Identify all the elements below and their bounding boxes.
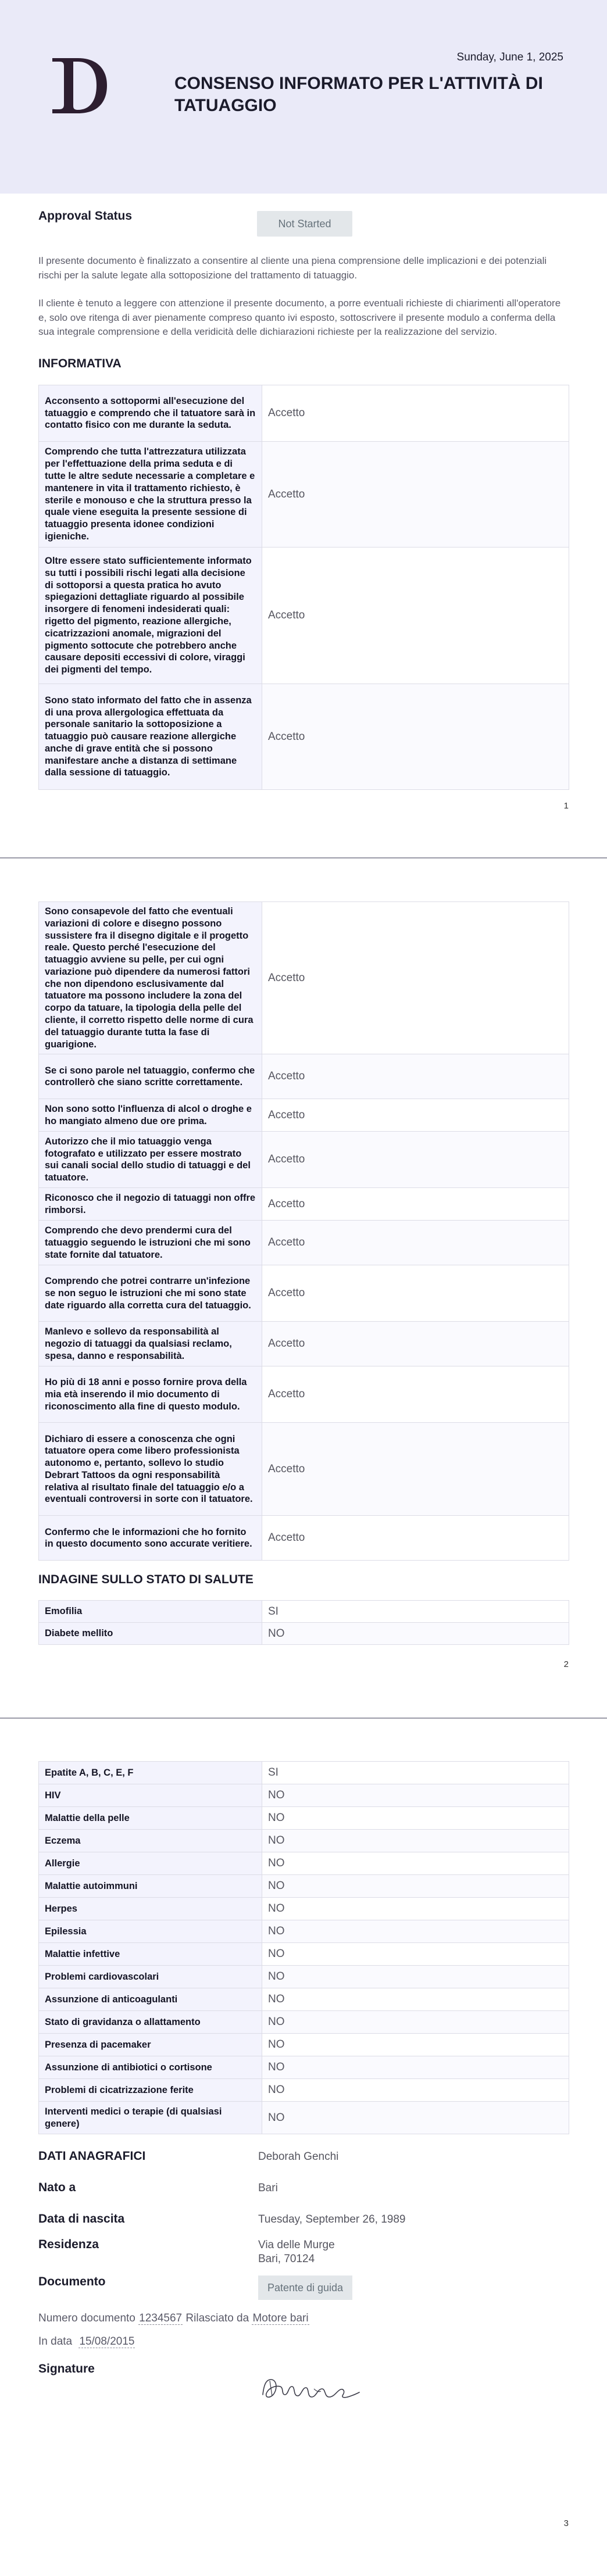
informativa-table-page2 <box>38 901 569 1561</box>
table-row <box>39 2011 569 2034</box>
approval-label: Approval Status <box>38 209 133 223</box>
table-row <box>39 1516 569 1561</box>
page-number: 2 <box>563 1659 569 1669</box>
rilasciato-da-value: Motore bari <box>252 2312 309 2324</box>
table-row <box>39 2034 569 2056</box>
answer-cell: NO <box>262 1920 569 1943</box>
question-cell: Comprendo che potrei contrarre un'infezione se non seguo le istruzioni che mi sono state date riguardo alla corretta cura del tatuaggio. <box>39 1265 262 1322</box>
table-row <box>39 1601 569 1623</box>
question-cell: Sono stato informato del fatto che in assenza di una prova allergologica effettuata da personale sanitario la sottoposizione a tatuaggio può causare reazione allergiche anche di grave entità che si possono manifestare anche a distanza di settimane dalla sessione di tatuaggio. <box>39 684 262 790</box>
answer-cell: NO <box>262 1784 569 1807</box>
table-row <box>39 2056 569 2079</box>
answer-cell: Accetto <box>262 684 569 790</box>
table-row <box>39 442 569 548</box>
answer-cell: Accetto <box>262 548 569 684</box>
section-title-informativa: INFORMATIVA <box>38 357 122 370</box>
table-row <box>39 1054 569 1099</box>
answer-cell: NO <box>262 1988 569 2011</box>
answer-cell: NO <box>262 2079 569 2102</box>
answer-cell: SI <box>262 1762 569 1784</box>
question-cell: Comprendo che devo prendermi cura del tatuaggio seguendo le istruzioni che mi sono state fornite dal tatuatore. <box>39 1221 262 1265</box>
numero-documento-value: 1234567 <box>139 2312 183 2324</box>
answer-cell: NO <box>262 1830 569 1852</box>
page-number: 3 <box>563 2518 569 2528</box>
answer-cell: Accetto <box>262 1054 569 1099</box>
answer-cell: Accetto <box>262 385 569 442</box>
table-row <box>39 1188 569 1221</box>
status-badge: Not Started <box>257 211 352 237</box>
answer-cell: NO <box>262 1623 569 1645</box>
in-data-prefix: In data <box>38 2335 73 2348</box>
question-cell: Oltre essere stato sufficientemente informato su tutti i possibili rischi legati alla decisione di sottoporsi a questa pratica ho avuto spiegazioni dettagliate riguardo al possibile insorgere di fenomeni indesiderati quali: rigetto del pigmento, reazione allergiche, cicatrizzazioni anomale, migrazioni del pigmento sottocute che potrebbero anche causare depositi eccessivi di colore, viraggi dei pigmenti del tempo. <box>39 548 262 684</box>
table-row <box>39 1898 569 1920</box>
table-row <box>39 1322 569 1366</box>
logo-icon <box>48 53 112 117</box>
question-cell: Stato di gravidanza o allattamento <box>39 2011 262 2034</box>
question-cell: Acconsento a sottopormi all'esecuzione del tatuaggio e comprendo che il tatuatore sarà in contatto fisico con me durante la seduta. <box>39 385 262 442</box>
answer-cell: Accetto <box>262 1322 569 1366</box>
nato-a-value: Bari <box>258 2182 278 2194</box>
table-row <box>39 1875 569 1898</box>
question-cell: Manlevo e sollevo da responsabilità al negozio di tatuaggi da qualsiasi reclamo, spesa, danno e responsabilità. <box>39 1322 262 1366</box>
question-cell: Sono consapevole del fatto che eventuali variazioni di colore e disegno possono sussistere fra il disegno digitale e il progetto reale. Questo perché l'esecuzione del tatuaggio avviene su pelle, per cui ogni variazione può dipendere da numerosi fattori che non dipendono esclusivamente dal tatuatore ma possono includere la zona del corpo da tatuare, la tipologia della pelle del cliente, il corretto rispetto delle norme di cura del tatuaggio durante tutta la fase di guarigione. <box>39 902 262 1054</box>
table-row <box>39 1221 569 1265</box>
question-cell: Epilessia <box>39 1920 262 1943</box>
answer-cell: NO <box>262 1943 569 1966</box>
question-cell: Autorizzo che il mio tatuaggio venga fotografato e utilizzato per essere mostrato sui canali social dello studio di tatuaggi e del tatuatore. <box>39 1132 262 1188</box>
answer-cell: NO <box>262 1875 569 1898</box>
table-row <box>39 1784 569 1807</box>
documento-label: Documento <box>38 2275 106 2288</box>
table-row <box>39 1762 569 1784</box>
dati-anagrafici-value: Deborah Genchi <box>258 2151 339 2163</box>
numero-documento-prefix: Numero documento <box>38 2312 135 2324</box>
question-cell: Ho più di 18 anni e posso fornire prova della mia età inserendo il mio documento di riconoscimento alla fine di questo modulo. <box>39 1366 262 1423</box>
answer-cell: Accetto <box>262 1265 569 1322</box>
answer-cell: NO <box>262 1852 569 1875</box>
question-cell: Assunzione di anticoagulanti <box>39 1988 262 2011</box>
question-cell: Non sono sotto l'influenza di alcol o droghe e ho mangiato almeno due ore prima. <box>39 1099 262 1132</box>
question-cell: Epatite A, B, C, E, F <box>39 1762 262 1784</box>
question-cell: Problemi cardiovascolari <box>39 1966 262 1988</box>
residenza-line2: Bari, 70124 <box>258 2253 315 2265</box>
documento-type-badge: Patente di guida <box>258 2276 352 2300</box>
data-nascita-label: Data di nascita <box>38 2212 125 2226</box>
signature-image <box>258 2371 363 2406</box>
question-cell: Herpes <box>39 1898 262 1920</box>
document-date: Sunday, June 1, 2025 <box>456 51 563 63</box>
table-row <box>39 1132 569 1188</box>
answer-cell: Accetto <box>262 902 569 1054</box>
question-cell: Assunzione di antibiotici o cortisone <box>39 2056 262 2079</box>
answer-cell: NO <box>262 1966 569 1988</box>
table-row <box>39 1366 569 1423</box>
question-cell: HIV <box>39 1784 262 1807</box>
rilasciato-da-prefix: Rilasciato da <box>185 2312 249 2324</box>
table-row <box>39 548 569 684</box>
residenza-line1: Via delle Murge <box>258 2239 335 2251</box>
table-row <box>39 385 569 442</box>
question-cell: Comprendo che tutta l'attrezzatura utilizzata per l'effettuazione della prima seduta e di tutte le altre sedute necessarie a completare e mantenere in vita il trattamento richiesto, è sterile e monouso e che la struttura presso la quale viene eseguita la presente sessione di tatuaggio presenta idonee condizioni igieniche. <box>39 442 262 548</box>
data-nascita-value: Tuesday, September 26, 1989 <box>258 2213 406 2226</box>
question-cell: Problemi di cicatrizzazione ferite <box>39 2079 262 2102</box>
table-row <box>39 1807 569 1830</box>
in-data-line <box>38 2335 135 2348</box>
section-title-salute: INDAGINE SULLO STATO DI SALUTE <box>38 1573 253 1586</box>
answer-cell: Accetto <box>262 1221 569 1265</box>
table-row <box>39 1988 569 2011</box>
question-cell: Eczema <box>39 1830 262 1852</box>
table-row <box>39 1423 569 1516</box>
answer-cell: NO <box>262 2011 569 2034</box>
question-cell: Emofilia <box>39 1601 262 1623</box>
page-divider <box>0 1718 607 1719</box>
table-row <box>39 1966 569 1988</box>
in-data-value: 15/08/2015 <box>79 2335 135 2348</box>
informativa-table-page1 <box>38 385 569 790</box>
question-cell: Allergie <box>39 1852 262 1875</box>
numero-documento-line <box>38 2312 309 2325</box>
table-row <box>39 902 569 1054</box>
answer-cell: NO <box>262 2102 569 2134</box>
question-cell: Interventi medici o terapie (di qualsiasi genere) <box>39 2102 262 2134</box>
dati-anagrafici-label: DATI ANAGRAFICI <box>38 2149 146 2163</box>
table-row <box>39 1852 569 1875</box>
table-row <box>39 1265 569 1322</box>
answer-cell: Accetto <box>262 1423 569 1516</box>
answer-cell: NO <box>262 1807 569 1830</box>
question-cell: Malattie infettive <box>39 1943 262 1966</box>
question-cell: Malattie della pelle <box>39 1807 262 1830</box>
question-cell: Malattie autoimmuni <box>39 1875 262 1898</box>
page-number: 1 <box>563 801 569 811</box>
question-cell: Riconosco che il negozio di tatuaggi non offre rimborsi. <box>39 1188 262 1221</box>
page-title: CONSENSO INFORMATO PER L'ATTIVITÀ DI TATUAGGIO <box>174 74 543 116</box>
nato-a-label: Nato a <box>38 2181 76 2194</box>
answer-cell: NO <box>262 2034 569 2056</box>
table-row <box>39 1943 569 1966</box>
answer-cell: NO <box>262 2056 569 2079</box>
table-row <box>39 1623 569 1645</box>
table-row <box>39 1830 569 1852</box>
answer-cell: SI <box>262 1601 569 1623</box>
answer-cell: NO <box>262 1898 569 1920</box>
table-row <box>39 684 569 790</box>
salute-table-page3 <box>38 1761 569 2134</box>
answer-cell: Accetto <box>262 1132 569 1188</box>
table-row <box>39 1099 569 1132</box>
table-row <box>39 1920 569 1943</box>
answer-cell: Accetto <box>262 442 569 548</box>
table-row <box>39 2102 569 2134</box>
intro-paragraph-1: Il presente documento è finalizzato a consentire al cliente una piena comprensione delle implicazioni e dei potenziali rischi per la salute legate alla sottoposizione del trattamento di tatuaggio. <box>38 255 547 281</box>
question-cell: Confermo che le informazioni che ho fornito in questo documento sono accurate veritiere. <box>39 1516 262 1561</box>
header-band <box>0 0 607 194</box>
question-cell: Se ci sono parole nel tatuaggio, confermo che controllerò che siano scritte correttamente. <box>39 1054 262 1099</box>
question-cell: Diabete mellito <box>39 1623 262 1645</box>
residenza-label: Residenza <box>38 2238 99 2251</box>
question-cell: Dichiaro di essere a conoscenza che ogni tatuatore opera come libero professionista autonomo e, pertanto, sollevo lo studio Debrart Tattoos da ogni responsabilità relativa al risultato finale del tatuaggio e/o a eventuali controversi in sorte con il tatuatore. <box>39 1423 262 1516</box>
question-cell: Presenza di pacemaker <box>39 2034 262 2056</box>
answer-cell: Accetto <box>262 1099 569 1132</box>
answer-cell: Accetto <box>262 1188 569 1221</box>
answer-cell: Accetto <box>262 1366 569 1423</box>
intro-paragraph-2: Il cliente è tenuto a leggere con attenzione il presente documento, a porre eventuali richieste di chiarimenti all'operatore e, solo ove ritenga di aver pienamente compreso quanto ivi esposto, sottoscrivere il presente modulo a conferma della sua integrale comprensione e della veridicità delle dichiarazioni richieste per la realizzazione del servizio. <box>38 298 561 338</box>
signature-label: Signature <box>38 2362 95 2375</box>
answer-cell: Accetto <box>262 1516 569 1561</box>
table-row <box>39 2079 569 2102</box>
salute-table-page2 <box>38 1600 569 1645</box>
page-divider <box>0 857 607 858</box>
